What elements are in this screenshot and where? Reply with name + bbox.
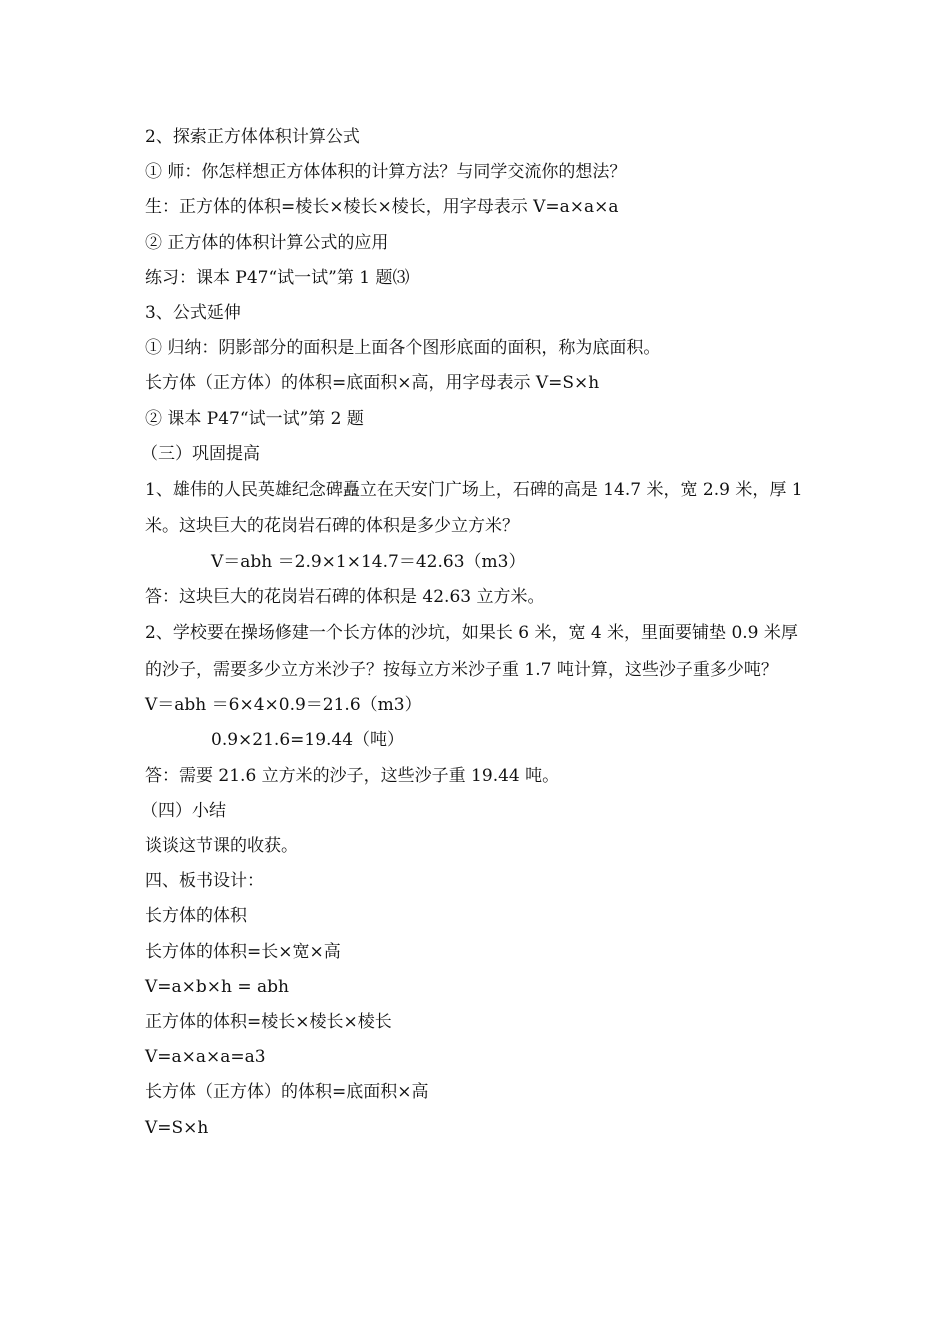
board-base-area-formula: 长方体（正方体）的体积=底面积×高 bbox=[145, 1082, 429, 1103]
practice-note: 练习：课本 P47“试一试”第 1 题⑶ bbox=[145, 267, 410, 288]
base-area-summary: ① 归纳：阴影部分的面积是上面各个图形底面的面积，称为底面积。 bbox=[145, 338, 661, 359]
problem-2-calculation-weight: 0.9×21.6=19.44（吨） bbox=[211, 730, 405, 751]
document-body bbox=[141, 120, 810, 1146]
section-heading-formula-extension: 3、公式延伸 bbox=[145, 302, 241, 323]
problem-1-calculation: V＝abh ＝2.9×1×14.7＝42.63（m3） bbox=[211, 551, 526, 572]
board-title: 长方体的体积 bbox=[145, 906, 247, 927]
board-cube-letters: V=a×a×a=a3 bbox=[145, 1047, 266, 1068]
formula-application: ② 正方体的体积计算公式的应用 bbox=[145, 232, 389, 253]
problem-1-answer: 答：这块巨大的花岗岩石碑的体积是 42.63 立方米。 bbox=[145, 587, 545, 608]
board-base-area-letters: V=S×h bbox=[145, 1117, 209, 1138]
problem-2-calculation-volume: V＝abh ＝6×4×0.9＝21.6（m3） bbox=[145, 695, 422, 716]
problem-2-answer: 答：需要 21.6 立方米的沙子，这些沙子重 19.44 吨。 bbox=[145, 765, 560, 786]
board-cube-formula: 正方体的体积=棱长×棱长×棱长 bbox=[145, 1011, 392, 1032]
board-cuboid-formula: 长方体的体积=长×宽×高 bbox=[145, 941, 341, 962]
teacher-question: ① 师：你怎样想正方体体积的计算方法？与同学交流你的想法？ bbox=[145, 162, 627, 183]
section-heading-consolidation: （三）巩固提高 bbox=[141, 443, 260, 464]
textbook-exercise: ② 课本 P47“试一试”第 2 题 bbox=[145, 408, 364, 429]
section-heading-summary: （四）小结 bbox=[141, 800, 226, 821]
problem-1: 1、雄伟的人民英雄纪念碑矗立在天安门广场上，石碑的高是 14.7 米，宽 2.9 米，厚 1 米。这块巨大的花岗岩石碑的体积是多少立方米？ bbox=[145, 479, 803, 537]
board-cuboid-letters: V=a×b×h = abh bbox=[145, 976, 289, 997]
base-area-formula: 长方体（正方体）的体积=底面积×高，用字母表示 V=S×h bbox=[145, 373, 600, 394]
problem-2: 2、学校要在操场修建一个长方体的沙坑，如果长 6 米，宽 4 米，里面要铺垫 0.9 米厚的沙子，需要多少立方米沙子？按每立方米沙子重 1.7 吨计算，这些沙子重多少吨？ bbox=[145, 623, 798, 680]
section-heading-board-design: 四、板书设计： bbox=[145, 871, 264, 892]
section-heading-cube-formula: 2、探索正方体体积计算公式 bbox=[145, 127, 360, 147]
summary-text: 谈谈这节课的收获。 bbox=[145, 836, 298, 856]
student-answer: 生：正方体的体积=棱长×棱长×棱长，用字母表示 V=a×a×a bbox=[145, 197, 619, 218]
